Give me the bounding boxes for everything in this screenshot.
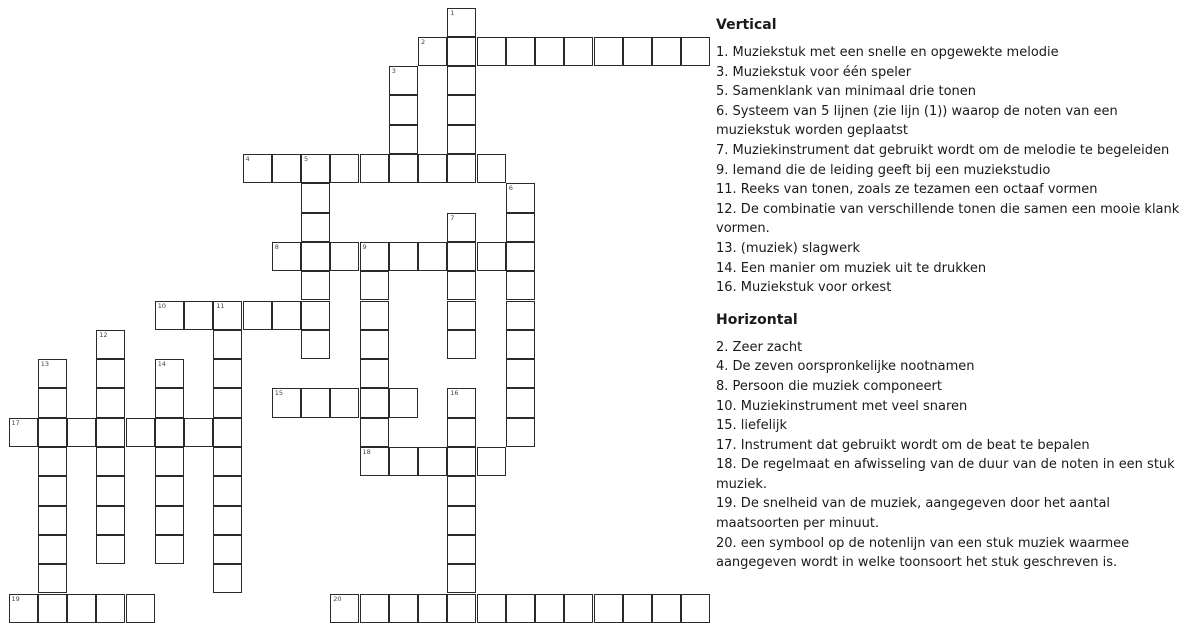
grid-cell[interactable] <box>506 418 535 447</box>
clue-number: 10 <box>157 301 167 310</box>
grid-cell[interactable] <box>564 37 593 66</box>
clue-vertical-1: 1. Muziekstuk met een snelle en opgewekte melodie <box>716 45 1059 60</box>
clue-horizontal-17: 17. Instrument dat gebruikt wordt om de beat te bepalen <box>716 437 1090 453</box>
grid-cell[interactable] <box>623 37 652 66</box>
grid-cell[interactable] <box>96 594 125 623</box>
clue-vertical-9: 9. Iemand die de leiding geeft bij een muziekstudio <box>716 162 1051 178</box>
grid-cell[interactable] <box>506 183 535 212</box>
grid-cell[interactable] <box>447 242 476 271</box>
grid-cell[interactable] <box>594 594 623 623</box>
grid-cell[interactable] <box>184 301 213 330</box>
clue-number: 7 <box>450 213 455 222</box>
grid-cell[interactable] <box>360 271 389 300</box>
clue-number: 11 <box>216 301 225 310</box>
clue-number: 2 <box>421 37 426 46</box>
grid-cell[interactable] <box>447 330 476 359</box>
grid-cell[interactable] <box>447 95 476 124</box>
grid-cell[interactable] <box>272 388 301 417</box>
grid-cell[interactable] <box>213 418 242 447</box>
grid-cell[interactable] <box>155 476 184 505</box>
grid-cell[interactable] <box>38 535 67 564</box>
grid-cell[interactable] <box>301 154 330 183</box>
grid-cell[interactable] <box>301 301 330 330</box>
grid-cell[interactable] <box>447 594 476 623</box>
grid-cell[interactable] <box>213 330 242 359</box>
grid-cell[interactable] <box>389 447 418 476</box>
clue-number: 16 <box>450 389 459 398</box>
grid-cell[interactable] <box>360 359 389 388</box>
grid-cell[interactable] <box>594 37 623 66</box>
grid-cell[interactable] <box>330 242 359 271</box>
clue-vertical-14: 14. Een manier om muziek uit te drukken <box>716 260 987 276</box>
grid-cell[interactable] <box>418 37 447 66</box>
grid-cell[interactable] <box>38 447 67 476</box>
grid-cell[interactable] <box>330 594 359 623</box>
grid-cell[interactable] <box>681 37 710 66</box>
grid-cell[interactable] <box>272 301 301 330</box>
grid-cell[interactable] <box>38 476 67 505</box>
grid-cell[interactable] <box>301 388 330 417</box>
grid-cell[interactable] <box>96 476 125 505</box>
grid-cell[interactable] <box>360 301 389 330</box>
clue-horizontal-15: 15. liefelijk <box>716 418 787 434</box>
grid-cell[interactable] <box>155 506 184 535</box>
grid-cell[interactable] <box>360 330 389 359</box>
clue-number: 8 <box>274 242 279 251</box>
clue-number: 9 <box>362 242 367 251</box>
grid-cell[interactable] <box>506 271 535 300</box>
grid-cell[interactable] <box>272 242 301 271</box>
grid-cell[interactable] <box>389 66 418 95</box>
grid-cell[interactable] <box>506 213 535 242</box>
grid-cell[interactable] <box>301 183 330 212</box>
clue-vertical-16: 16. Muziekstuk voor orkest <box>716 280 892 296</box>
grid-cell[interactable] <box>360 154 389 183</box>
clue-vertical-13: 13. (muziek) slagwerk <box>716 240 861 256</box>
grid-cell[interactable] <box>418 447 447 476</box>
grid-cell[interactable] <box>447 154 476 183</box>
grid-cell[interactable] <box>477 594 506 623</box>
grid-cell[interactable] <box>330 388 359 417</box>
grid-cell[interactable] <box>447 301 476 330</box>
clue-vertical-11: 11. Reeks van tonen, zoals ze tezamen een octaaf vormen <box>716 182 1098 198</box>
grid-cell[interactable] <box>447 535 476 564</box>
clue-number: 13 <box>40 360 50 369</box>
grid-cell[interactable] <box>389 125 418 154</box>
grid-cell[interactable] <box>477 242 506 271</box>
clue-number: 5 <box>304 155 309 163</box>
grid-cell[interactable] <box>155 535 184 564</box>
grid-cell[interactable] <box>213 476 242 505</box>
grid-cell[interactable] <box>96 330 125 359</box>
grid-cell[interactable] <box>360 242 389 271</box>
grid-cell[interactable] <box>213 564 242 593</box>
grid-cell[interactable] <box>506 37 535 66</box>
grid-cell[interactable] <box>243 301 272 330</box>
grid-cell[interactable] <box>477 447 506 476</box>
clue-horizontal-10: 10. Muziekinstrument met veel snaren <box>716 398 968 414</box>
grid-cell[interactable] <box>447 564 476 593</box>
clue-horizontal-8: 8. Persoon die muziek componeert <box>716 378 942 394</box>
clue-vertical-7: 7. Muziekinstrument dat gebruikt wordt om de melodie te begeleiden <box>716 142 1170 158</box>
grid-cell[interactable] <box>447 8 476 37</box>
grid-cell[interactable] <box>96 447 125 476</box>
grid-cell[interactable] <box>301 330 330 359</box>
clue-vertical-6: 6. Systeem van 5 lijnen (zie lijn (1)) waarop de noten van een muziekstuk worden geplaatst <box>716 103 1118 139</box>
clue-number: 4 <box>245 155 250 163</box>
grid-cell[interactable] <box>272 154 301 183</box>
grid-cell[interactable] <box>155 359 184 388</box>
grid-cell[interactable] <box>96 506 125 535</box>
clue-number: 20 <box>333 594 342 603</box>
grid-cell[interactable] <box>38 418 67 447</box>
grid-cell[interactable] <box>389 388 418 417</box>
grid-cell[interactable] <box>213 535 242 564</box>
grid-cell[interactable] <box>213 388 242 417</box>
grid-cell[interactable] <box>447 418 476 447</box>
clue-horizontal-2: 2. Zeer zacht <box>716 339 803 355</box>
grid-cell[interactable] <box>389 95 418 124</box>
grid-cell[interactable] <box>535 37 564 66</box>
clue-number: 18 <box>362 448 371 456</box>
grid-cell[interactable] <box>67 594 96 623</box>
grid-cell[interactable] <box>9 594 38 623</box>
grid-cell[interactable] <box>38 564 67 593</box>
grid-cell[interactable] <box>477 154 506 183</box>
grid-cell[interactable] <box>184 418 213 447</box>
grid-cell[interactable] <box>506 359 535 388</box>
clue-number: 12 <box>99 330 108 339</box>
grid-cell[interactable] <box>506 594 535 623</box>
grid-cell[interactable] <box>447 506 476 535</box>
grid-cell[interactable] <box>418 154 447 183</box>
grid-cell[interactable] <box>506 330 535 359</box>
grid-cell[interactable] <box>213 301 242 330</box>
grid-cell[interactable] <box>126 594 155 623</box>
grid-cell[interactable] <box>506 242 535 271</box>
grid-cell[interactable] <box>155 447 184 476</box>
grid-cell[interactable] <box>38 594 67 623</box>
grid-cell[interactable] <box>623 594 652 623</box>
clues-panel <box>716 14 1194 573</box>
grid-cell[interactable] <box>681 594 710 623</box>
grid-cell[interactable] <box>9 418 38 447</box>
vertical-clue-list <box>716 43 1194 298</box>
grid-cell[interactable] <box>360 388 389 417</box>
grid-cell[interactable] <box>213 359 242 388</box>
grid-cell[interactable] <box>389 594 418 623</box>
grid-cell[interactable] <box>96 418 125 447</box>
grid-cell[interactable] <box>67 418 96 447</box>
horizontal-clue-list <box>716 338 1194 573</box>
clue-horizontal-18: 18. De regelmaat en afwisseling van de duur van de noten in een stuk muziek. <box>716 457 1175 492</box>
clue-vertical-3: 3. Muziekstuk voor één speler <box>716 64 912 80</box>
grid-cell[interactable] <box>360 594 389 623</box>
grid-cell[interactable] <box>301 213 330 242</box>
grid-cell[interactable] <box>389 154 418 183</box>
grid-cell[interactable] <box>243 154 272 183</box>
grid-cell[interactable] <box>506 388 535 417</box>
grid-cell[interactable] <box>447 213 476 242</box>
grid-cell[interactable] <box>301 271 330 300</box>
grid-cell[interactable] <box>564 594 593 623</box>
clue-number: 17 <box>11 418 20 427</box>
grid-cell[interactable] <box>38 506 67 535</box>
grid-cell[interactable] <box>477 37 506 66</box>
grid-cell[interactable] <box>38 388 67 417</box>
clue-number: 6 <box>508 184 513 193</box>
clue-horizontal-19: 19. De snelheid van de muziek, aangegeven door het aantal maatsoorten per minuut. <box>716 496 1111 532</box>
grid-cell[interactable] <box>506 301 535 330</box>
grid-cell[interactable] <box>96 388 125 417</box>
grid-cell[interactable] <box>155 301 184 330</box>
clue-number: 14 <box>157 360 167 369</box>
grid-cell[interactable] <box>360 418 389 447</box>
clue-horizontal-20: 20. een symbool op de notenlijn van een stuk muziek waarmee aangegeven wordt in welke toonsoort het stuk geschreven is. <box>716 535 1130 571</box>
grid-cell[interactable] <box>96 535 125 564</box>
clue-number: 1 <box>450 8 455 17</box>
grid-cell[interactable] <box>126 418 155 447</box>
grid-cell[interactable] <box>447 125 476 154</box>
clue-horizontal-4: 4. De zeven oorspronkelijke nootnamen <box>716 359 975 375</box>
clue-vertical-12: 12. De combinatie van verschillende tonen die samen een mooie klank vormen. <box>716 201 1180 237</box>
grid-cell[interactable] <box>38 359 67 388</box>
grid-cell[interactable] <box>447 37 476 66</box>
clue-vertical-5: 5. Samenklank van minimaal drie tonen <box>716 84 977 100</box>
grid-cell[interactable] <box>418 594 447 623</box>
grid-cell[interactable] <box>447 447 476 476</box>
grid-cell[interactable] <box>213 447 242 476</box>
grid-cell[interactable] <box>447 388 476 417</box>
grid-cell[interactable] <box>330 154 359 183</box>
clue-number: 19 <box>11 594 20 603</box>
grid-cell[interactable] <box>96 359 125 388</box>
grid-cell[interactable] <box>301 242 330 271</box>
grid-cell[interactable] <box>652 37 681 66</box>
grid-cell[interactable] <box>213 506 242 535</box>
grid-cell[interactable] <box>447 271 476 300</box>
clue-number: 15 <box>274 389 284 398</box>
grid-cell[interactable] <box>652 594 681 623</box>
grid-cell[interactable] <box>535 594 564 623</box>
clue-number: 3 <box>391 67 396 76</box>
grid-cell[interactable] <box>389 242 418 271</box>
vertical-heading: Vertical <box>716 17 777 33</box>
horizontal-heading: Horizontal <box>716 311 798 328</box>
grid-cell[interactable] <box>360 447 389 476</box>
grid-cell[interactable] <box>447 476 476 505</box>
grid-cell[interactable] <box>155 418 184 447</box>
grid-cell[interactable] <box>155 388 184 417</box>
grid-cell[interactable] <box>418 242 447 271</box>
grid-cell[interactable] <box>447 66 476 95</box>
